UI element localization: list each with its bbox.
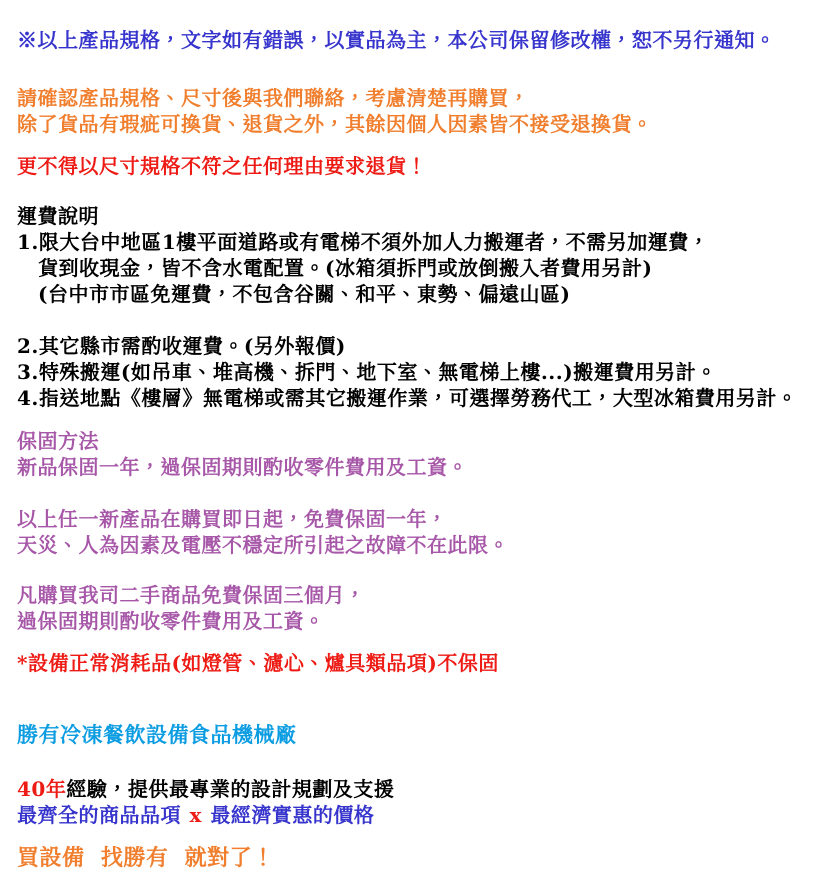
warranty-used-section [17,582,814,634]
warranty-free-line-1: 以上任一新產品在購買即日起，免費保固一年， [17,507,448,531]
warranty-section [17,428,814,480]
experience-text: 經驗，提供最專業的設計規劃及支援 [66,777,395,801]
experience-line [17,776,814,802]
warranty-title: 保固方法 [17,429,99,453]
company-name: 勝有冷凍餐飲設備食品機械廠 [17,722,297,747]
warranty-free-section [17,506,814,558]
shipping-item-1-line-1: 1.限大台中地區1樓平面道路或有電梯不須外加人力搬運者，不需另加運費， [17,230,710,254]
shipping-item-1-line-2: 貨到收現金，皆不含水電配置。(冰箱須拆門或放倒搬入者費用另計) [38,256,653,280]
shipping-title: 運費說明 [17,204,99,228]
shipping-item-3: 3.特殊搬運(如吊車、堆高機、拆門、地下室、無電梯上樓...)搬運費用另計。 [17,360,717,384]
shipping-info-section-2 [17,333,814,411]
cta-section [17,844,814,872]
no-return-warning-section [17,153,814,179]
warranty-free-line-2: 天災、人為因素及電壓不穩定所引起之故障不在此限。 [17,533,509,557]
shipping-info-section [17,203,814,307]
warranty-used-line-1: 凡購買我司二手商品免費保固三個月， [17,583,366,607]
cta-line: 買設備 找勝有 就對了！ [17,845,275,871]
shipping-item-1-line-3: (台中市市區免運費，不包含谷關、和平、東勢、偏遠山區) [38,282,571,306]
spec-disclaimer-line: ※以上產品規格，文字如有錯誤，以實品為主，本公司保留修改權，恕不另行通知。 [17,28,776,52]
slogan-price: 最經濟實惠的價格 [210,803,375,827]
company-section [17,722,814,748]
consumables-warning-line: *設備正常消耗品(如燈管、濾心、爐具類品項)不保固 [17,651,499,675]
purchase-notice-line-1: 請確認產品規格、尺寸後與我們聯絡，考慮清楚再購買， [17,86,530,110]
shipping-item-4: 4.指送地點《樓層》無電梯或需其它搬運作業，可選擇勞務代工，大型冰箱費用另計。 [17,386,798,410]
no-return-warning-line: 更不得以尺寸規格不符之任何理由要求退貨！ [17,154,427,178]
warranty-used-line-2: 過保固期則酌收零件費用及工資。 [17,609,325,633]
purchase-notice-section [17,85,814,137]
company-slogan-section [17,776,814,828]
consumables-warning-section [17,650,814,676]
warranty-new-item-line: 新品保固一年，過保固期則酌收零件費用及工資。 [17,455,468,479]
slogan-x-separator: x [189,803,202,827]
purchase-notice-line-2: 除了貨品有瑕疵可換貨、退貨之外，其餘因個人因素皆不接受退換貨。 [17,112,653,136]
slogan-line [17,802,814,828]
slogan-products: 最齊全的商品品項 [17,803,181,827]
experience-years-highlight: 40年 [17,777,67,801]
shipping-item-2: 2.其它縣市需酌收運費。(另外報價) [17,334,346,358]
